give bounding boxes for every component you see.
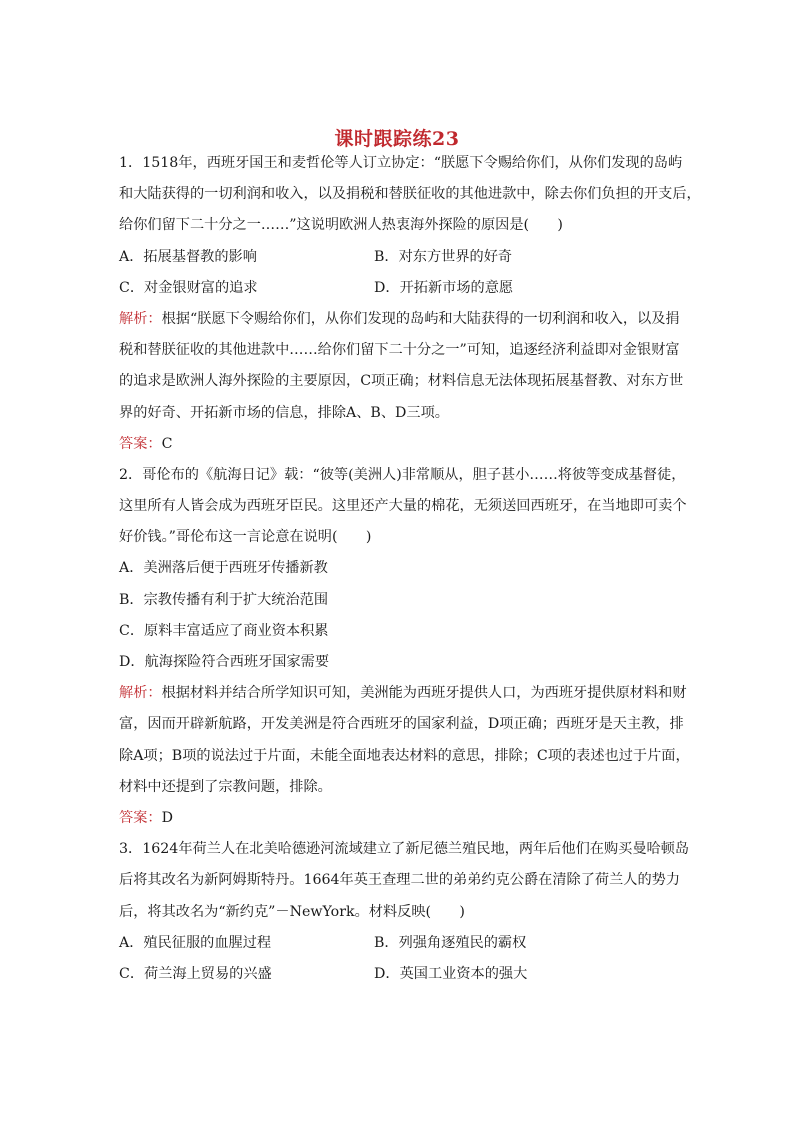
- option-row: [119, 273, 679, 304]
- analysis-text: 根据“朕愿下令赐给你们，从你们发现的岛屿和大陆获得的一切利润和收入，以及捐: [161, 310, 680, 327]
- question-stem-line: 后，将其改名为“新约克”－NewYork。材料反映( ): [119, 903, 465, 920]
- question-stem-line: 3．1624年荷兰人在北美哈德逊河流域建立了新尼德兰殖民地，两年后他们在购买曼哈顿岛: [119, 841, 690, 858]
- question-stem-line: 后将其改名为新阿姆斯特丹。1664年英王查理二世的弟弟约克公爵在清除了荷兰人的势力: [119, 872, 681, 889]
- question-list: [119, 148, 701, 990]
- analysis-line: 界的好奇、开拓新市场的信息，排除A、B、D三项。: [119, 404, 449, 421]
- answer-label: 答案：: [119, 435, 162, 452]
- answer-line: [119, 803, 679, 834]
- page-title: 课时跟踪练23: [334, 128, 460, 150]
- question-2: [119, 460, 690, 834]
- option-a: A．美洲落后便于西班牙传播新教: [119, 560, 328, 577]
- option-row: [119, 242, 679, 273]
- question-stem-line: 和大陆获得的一切利润和收入，以及捐税和替朕征收的其他进款中，除去你们负担的开支后，: [119, 186, 701, 203]
- option-d: D．航海探险符合西班牙国家需要: [119, 654, 330, 670]
- question-stem-line: 1．1518年，西班牙国王和麦哲伦等人订立协定：“朕愿下令赐给你们，从你们发现的岛屿: [119, 155, 683, 171]
- answer-value: C: [161, 435, 173, 452]
- question-stem-line: 好价钱。”哥伦布这一言论意在说明( ): [119, 529, 372, 546]
- option-row: [119, 959, 679, 990]
- option-c: C．原料丰富适应了商业资本积累: [119, 622, 329, 639]
- option-b: B．列强角逐殖民的霸权: [374, 934, 527, 951]
- answer-value: D: [161, 809, 173, 826]
- analysis-line: 税和替朕征收的其他进款中……给你们留下二十分之一”可知，追逐经济利益即对金银财富: [119, 342, 680, 359]
- option-b: B．宗教传播有利于扩大统治范围: [119, 591, 329, 608]
- analysis-line: 除A项；B项的说法过于片面，未能全面地表达材料的意思，排除；C项的表述也过于片面，: [119, 747, 690, 764]
- analysis-line: [119, 304, 679, 335]
- answer-label: 答案：: [119, 809, 162, 826]
- analysis-line: [119, 678, 687, 709]
- option-d: D．英国工业资本的强大: [374, 965, 528, 982]
- question-stem-line: 这里所有人皆会成为西班牙臣民。这里还产大量的棉花，无须送回西班牙，在当地即可卖个: [119, 498, 687, 515]
- option-a: A．殖民征服的血腥过程: [119, 934, 272, 951]
- analysis-label: 解析：: [119, 685, 162, 702]
- analysis-text: 根据材料并结合所学知识可知，美洲能为西班牙提供人口，为西班牙提供原材料和财: [161, 685, 687, 702]
- analysis-line: 的追求是欧洲人海外探险的主要原因，C项正确；材料信息无法体现拓展基督教、对东方世: [119, 373, 684, 390]
- option-c: C．荷兰海上贸易的兴盛: [119, 965, 272, 982]
- analysis-line: 材料中还提到了宗教问题，排除。: [119, 778, 332, 795]
- option-row: [119, 928, 679, 959]
- option-b: B．对东方世界的好奇: [374, 248, 513, 265]
- answer-line: [119, 429, 679, 460]
- option-d: D．开拓新市场的意愿: [374, 279, 514, 296]
- analysis-label: 解析：: [119, 310, 162, 327]
- question-stem-line: 2．哥伦布的《航海日记》载：“彼等(美洲人)非常顺从，胆子甚小……将彼等变成基督徒，: [119, 466, 686, 483]
- question-stem-line: 给你们留下二十分之一……”这说明欧洲人热衷海外探险的原因是( ): [119, 217, 563, 234]
- analysis-line: 富，因而开辟新航路，开发美洲是符合西班牙的国家利益，D项正确；西班牙是天主教，排: [119, 716, 684, 733]
- option-c: C．对金银财富的追求: [119, 279, 258, 296]
- option-a: A．拓展基督教的影响: [119, 248, 257, 265]
- question-1: [119, 148, 701, 460]
- question-3: [119, 834, 690, 990]
